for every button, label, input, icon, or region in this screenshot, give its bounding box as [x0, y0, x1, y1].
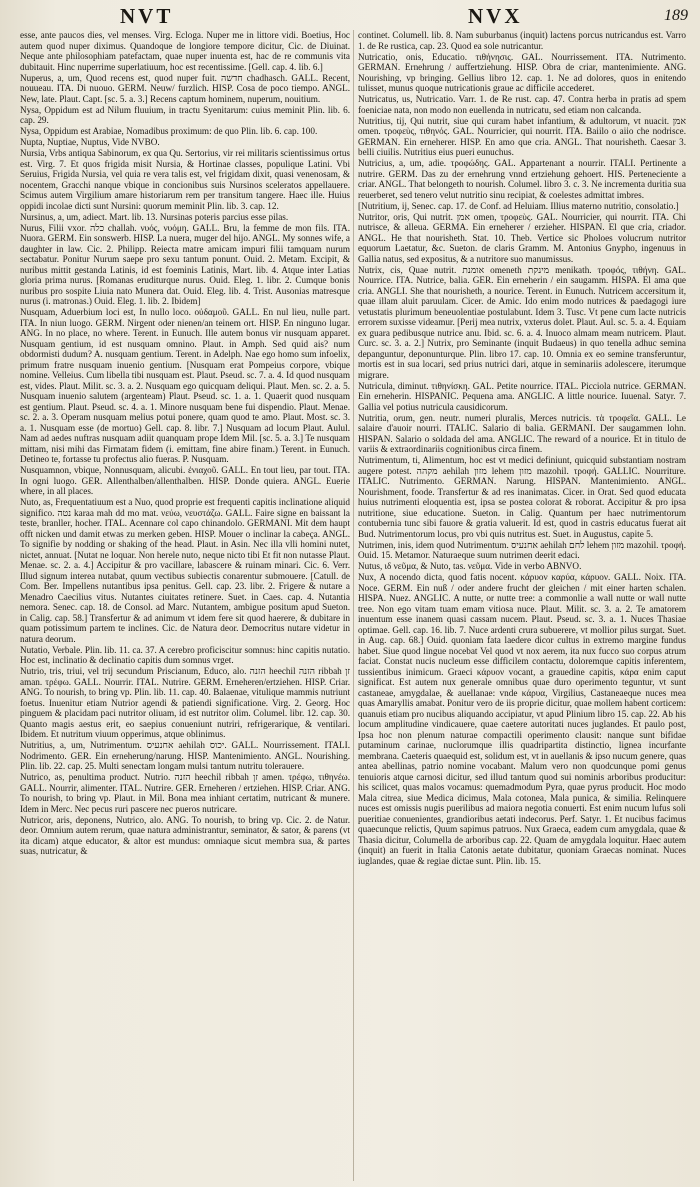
dictionary-entry: [Nutritium, ij, Senec. cap. 17. de Conf. ad Heluiam. Illius materno nutritio, consolatio.]: [358, 200, 679, 211]
dictionary-entry: Nutus, ιδ νεῦμα, & Nuto, tas. νεῦμα. Vide in verbo ABNVO.: [358, 561, 582, 571]
dictionary-entry: continet. Columell. lib. 8. Nam suburbanus (inquit) lactens porcus nutricandus est. Varro 1. de Re rustica, cap. 23. Quod ea sole nutricantur.: [358, 30, 686, 51]
dictionary-entry: Nuperus, a, um, Quod recens est, quod nuper fuit. חדשה chadhasch. GALL. Recent, nouueau. ITA. Di nuouo. GERM. Neuw/ furzlich. HISP. Cosa de poco tiempo. ANGL. New, late. Plaut. Capt. [sc. 5. a. 3.] Recens captum hominem, nuperum, nouitium.: [20, 72, 350, 104]
dictionary-entry: Nusquam, Aduerbium loci est, In nullo loco. οὐδαμοῦ. GALL. En nul lieu, nulle part. ITA. In niun luogo. GERM. Nirgent oder nienen/an teinem ort. HISP. En ninguno lugar. ANG. In no place, no where. Terent. in Eunuch. Ille autem bonus vir nusquam apparet. Nusquam gentium, id est nusquam omnino. Plaut. in Amph. Sed quid ais? num obdormisti dudum? A. nusquam gentium. Terent. in Adelph. Nae ego homo sum infoelix, primum fratre nusquam inuenio gentium. [Nusquam erat Pompeius corpore, vbique nomine. Velleius. Cum libella tibi nusquam est. Plaut. Pseud. sc. 7. a. 4. Id quod nusquam est, vides. Plaut. Milit. sc. 3. a. 2. Nusquam ego quicquam deliqui. Plaut. Men. sc. 2. a. 5. Nusquam inuenio salutem (argenteam) Plaut. Pseud. sc. 1. a. 1. Quaerit quod nusquam est gentium. Plaut. Pseud. sc. 4. a. 1. Minore nusquam bene fui dispendio. Plaut. Menae. sc. 2. a. 3. Operam nusquam melius potui ponere, quam quod te amo. Plaut. Most. sc. 3. a. 1. Nusquam esse (de mortuo) Gell. cap. 8. libr. 7.] Nusquam ad locum Plaut. Aulul. Nam ad aedes nuftras nusquam adiit quanquam prope Idem Mil. [sc. 5. a. 3.] Te nusquam mittam, nisi mihi das Firmatam fidem (i. emittam, fine abire finam.) Terent. in Eunuch. Detineo te, fortasse tu profectus alio fueras. P. Nusquam.: [20, 307, 350, 464]
page-header: [0, 4, 700, 28]
dictionary-entry: Nutritius, tij, Qui nutrit, siue qui curam habet infantium, & adultorum, vt nuacit. אמן omen. τροφεὺς, τιθηνός. GAL. Nourricier, qui nourrit. ITA. Baiilo o aiio che nodrisce. GERMAN. Ein erneherer. HISP. En amo que cria. ANGL. That nourisheth. Caesar 3. belli ciuilis. Nutritius eius pueri eunuchus.: [358, 115, 686, 157]
dictionary-entry: Nurus, Filii vxor. כלה challah. νυός, νυόμη. GALL. Bru, la femme de mon fils. ITA. Nuora. GERM. Ein sonswerb. HISP. La nuera, muger del hijo. ANGL. My sonnes wife, a daughter in law. Cic. 2. Philipp. Reiecta matre amicam impuri filii tamquam nurum sectabatur. Ponitur Nurum saepe pro sexu tantum ponunt. Ouid. 2. Metam. Excipit, & nuribus mittit gestanda Latinis, id est foeminis Latinis, Mart. lib. 4. Atque inter Latias gloria prima nurus. [Romanas eruditurque nurus. Ouid. Eleg. 1. libr. 2. Cumque bonis nuribus pro sospite Liuia nato Munera dat. Ouid. Eleg. lib. 4. Trist. Ausonias matresque nurus (i. matronas.) Ouid. Eleg. 1. lib. 2. Ibidem]: [20, 222, 350, 306]
dictionary-entry: Nursinus, a, um, adiect. Mart. lib. 13. Nursinas poteris parcius esse pilas.: [20, 211, 289, 222]
dictionary-entry: Nutrico, as, penultima product. Nutrio. הזנה heechil ribbah זן amen. τρέφω, τιθηνέω. GALL. Nourrir, alimenter. ITAL. Nutrire. GER. Erneheren / ertziehen. HISP. Criar. ANG. To nourish, to bring vp. Plaut. in Mil. Bona mea inhiant certatim, nutricant & munere. Idem in Merc. Nec pecus ruri pascere nec pueros nutricare.: [20, 772, 350, 814]
dictionary-entry: Nutricatio, onis, Educatio. τιθήνησις. GAL. Nourrissement. ITA. Nutrimento. GERMAN. Ernehrung / auffertziehung. HISP. Obra de criar, mantenimiente. ANG. Nourishing, vp bringing. Gellius libro 12. cap. 1. Ne ad dolores, quos in enitendo tulisset, munus quoque nutricationis graue ac difficile accederet.: [358, 51, 686, 93]
dictionary-entry: Nutrio, tris, triui, vel trij secundum Priscianum, Educo, alo. הזנה heechil הזנה ribbah זן aman. τρέφω. GALL. Nourrir. ITAL. Nutrire. GERM. Erneheren/ertziehen. HISP. Criar. ANG. To nourish, to bring vp. Plin. lib. 11. cap. 40. Balaenae, vitulique mammis nutriunt foetus. Inuenitur etiam Nutrior agendi & patiendi significatione. Virg. 2. Georg. Hoc pinguem & placidam paci nutritor oliuam, id est nutritor olim. Columel. libr. 12. cap. 30. Quanto magis aestus erit, eo saepius conueniunt nutriri, refrigerarique, & ventilari. Ibidem. Et nutritum viuum opperimus, atque oblinimus.: [20, 666, 350, 739]
dictionary-entry: esse, ante paucos dies, vel menses. Virg. Ecloga. Nuper me in littore vidi. Boetius, Hoc autem quod nuper diximus. Quandoque de longiore tempore dicitur, Cic. de Diuinat. Neque ante philosophiam patefactam, quae nuper inuenta est, hac de re communis vita dubitauit. Hinc nuperrime superlatiuum, hoc est recentissime. [Gell. cap. 4. lib. 6.]: [20, 30, 350, 72]
dictionary-entry: Nusquamnon, vbique, Nonnusquam, alicubi. ἐνιαχοῦ. GALL. En tout lieu, par tout. ITA. In ogni luogo. GER. Allenthalben/allenthalben. HISP. Donde quiera. ANGL. Euerie where, in all places.: [20, 465, 350, 496]
dictionary-entry: Nutritius, a, um, Nutrimentum. אחנעיס aehilah יכוס. GALL. Nourrissement. ITALI. Nodrimento. GER. Ein erneherung/narung. HISP. Mantenimiento. ANGL. Nourishing. Plin. lib. 22. cap. 25. Multi senectam longam mulsi tantum nutritu tolerauere.: [20, 740, 350, 771]
page-number: 189: [664, 7, 688, 24]
dictionary-entry: Nutrimen, inis, idem quod Nutrimentum. אחנעיס aehilah לחם lehem מזון mazohil. τροφή. Ouid. 15. Metamor. Naturaeque suum nutrimen deerit edaci.: [358, 539, 686, 560]
right-column: [358, 30, 686, 1181]
dictionary-entry: Nutricula, diminut. τιθηνίσκη. GAL. Petite nourrice. ITAL. Picciola nutrice. GERMAN. Ein erneherin. HISPANIC. Pequena ama. ANGLIC. A little nourice. Iuuenal. Satyr. 7. Gallia vel potius nutricula causidicorum.: [358, 380, 686, 412]
running-head-right: NVX: [468, 4, 523, 28]
dictionary-entry: Nutritor, oris, Qui nutrit. אמן omen, τροφεὺς. GAL. Nourricier, qui nourrit. ITA. Chi nutrisce, & alleua. GERMA. Ein erneherer / erzieher. HISPAN. El que cria, criador. ANGL. He that nourisheth. Stat. 10. Theb. Vertice sic Pholoes volucrum nutritor equorum Laetatur, &c. Sueton. de claris Gramm. M. Antonius Gnypho, ingenuus in Gallia natus, sed expositus, & a nutritore suo manumissus.: [358, 211, 686, 264]
left-column: [20, 30, 350, 1181]
column-divider: [353, 30, 354, 1181]
dictionary-entry: Nutatio, Verbale. Plin. lib. 11. ca. 37. A cerebro proficiscitur somnus: hinc capitis nutatio. Hoc est, inclinatio & declinatio capitis dum somnus vrget.: [20, 644, 350, 665]
dictionary-entry: Nutrimentum, ti, Alimentum, hoc est vt medici definiunt, quicquid substantiam nostram augere potest. מקהה aehilah מזון lehem מזון mazohil. τροφή. GALLIC. Nourriture. ITALIC. Nutrimento. GERMAN. Narung. HISPAN. Mantenimiento. ANGL. Nourishment, foode. Transfertur & ad res inanimatas. Cicer. in Orat. Sed quod educata huius nutrimenti eloquentia est, ipsa se postea colorat & roborat. Accipitur & pro ipsa nutritione, siue educatione. Sueton. in Calig. Quantum per haec nutrimentorum contubernia tunc sibi fauore & gratia valuerit. Id est, quod in castris educatus fuerat ait Bud. Nutrimentorum locus, pro vbi quis nutritus est. Suet. in Augustus, capite 5.: [358, 455, 686, 539]
running-head-left: NVT: [120, 4, 174, 28]
dictionary-entry: Nux, A nocendo dicta, quod fatis nocent. κάρυον καρύα, κάρυον. GALL. Noix. ITA. Noce. GERM. Ein nuß / oder andere frucht der gleichen / mit einer harten schalen. HISPA. Nuez. ANGLIC. A nutte, or nutte tree: a commonlie a wall nutte or wall nutte tree. Non ego vitam tuam emam vitiosa nuce. Plaut. Milit. sc. 3. a. 2. Te amatorem inuentum esse inanem quasi cassam nucem. Plaut. Pseud. sc. 3. a. 1. Nuces Thasiae optimae. Gell. cap. 16. lib. 7. Nuce ardenti crura subuerere, vt mollior pilus surgat. Suet. in Aug. cap. 68.] Ouid. quoniam fata laedere dicor cultus in extremo margine fundus habet. Siue quod lingue nocebat Vel quod vt nox aerem, ita nux fucco suo corpus atrum faciat. Constat nucis nucleum esse difficilem contactu, doloremque capitis inferentem, tussientibus inimicum. Graeci κάρυον vocant, a grauedine capitis, κάρα enim caput significat. Est autem nux generale omnibus quae duro operimento teguntur, vt sunt castaneae, amygdalae, & auellanae: vnde κάρυα, Virgilius, Castaneaeque nuces mea quas Amaryllis amabat. Ponitur vero de iis proprie dicitur, quae mollem habent corticem: quanuis etiam pro nucibus aliquando accipiatur, vt apud Plinium libro 15. cap. 22. Ab his locum amplitudine vindicauere, quae caetere autoritati nuces juglandes. Et paulo post, Ipsa hoc non plenum naturae compactili operimento clausit: nanque sunt bifidae putaminum carinae, nuclorumque illis quadripartita distinctio, lignea incurfante membrana. Caeteris quaequid est, solidum est, vt in auellanis & ipso nucum genere, quas antea abellinas, patrio nomine vocabant. Malum vero non quodcunque pomi genus tenuioris atque carnosi dicitur, sed illud tantum quod sui nominis arboribus producitur: his scilicet, quas malos vocamus: quemadmodum Pyra, quae pyrus producit. Hoc modo Mala citrea, siue Medica dicimus, Mala cotonea, Mala punica, & similia. Relinquere nuces est omissis nugis puerilibus ad maiora negotia conuerti. Est enim nucum lufus soli pueritiae conuenientes, grandioribus aetati indecorus. Perf. Satyr. 1. Et nucibus facimus quaecunque relictis, Quum sapimus patruos. Nux Graeca, eadem cum amygdala, quae & Thasia dicitur, Columella de arboribus cap. 22. Quam de amygdala loquitur. Haec autem (inquit) an fuerit in Italia Catonis aetate dubitatur, quoniam Graecas nominat. Nuces iuglandes, quae & regiae dictae sunt. Plin. lib. 15.: [358, 572, 686, 866]
dictionary-entry: Nutrix, cis, Quae nutrit. אומנת omeneth מינקת menikath. τροφός, τιθήνη. GAL. Nourrice. ITA. Nutrice, balia. GER. Ein erneherin / ein saugamm. HISPA. El ama que cria. ANGLI. She that nourisheth, a nourice. Terent. in Eunuch. Nutricem accersitum it, quae illam aluit paruulam. Cicer. de Amic. Ido enim modo nutrices & paedagogi iure vetustatis plurimum beneuolentiae postulabunt. Idem 3. Tusc. Vt pene cum lacte nutricis errorem suxisse videamur. [Perij mea nutrix, vxterus dolet. Plaut. Aul. sc. 5. a. 4. Equiam ex guara pedibusque nutrice anu. Ibid. sc. 6. a. 4. Inuoco almam meam nutricem. Plaut. Curc. sc. 3. a. 2.] Nutrix, pro Seminante (inquit Budaeus) in quo tenella adhuc semina depanguntur, deponunturque. Plin. libro 17. cap. 10. Omnia ex eo semine transferuntur, mortis est in sua locari, sed prius nutrici dari, atque in seminariis adolescere, iterumque migrare.: [358, 264, 686, 380]
dictionary-entry: Nutritia, orum, gen. neutr. numeri pluralis, Merces nutricis. τὰ τροφεῖα. GALL. Le salaire d'auoir nourri. ITALIC. Salario di balia. GERMANI. Der saugammen lohn. HISPAN. Salario o soldada del ama. ANGLIC. The reward of a nourice. Et in titulo de variis & extraordinariis cognitionibus circa finem.: [358, 412, 686, 454]
dictionary-entry: Nutricatus, us, Nutricatio. Varr. 1. de Re rust. cap. 47. Contra herba in pratis ad spem foeniciae nata, non modo non euellenda in nutricatu, sed etiam non calcanda.: [358, 94, 686, 115]
dictionary-entry: Nutricius, a, um, adie. τροφώδης. GAL. Appartenant a nourrir. ITALI. Pertinente a nutrire. GERM. Das zu der ernehrung vnnd ertziehung gehoert. HIS. Perteneciente a criar. ANGL. That belongeth to nourish. Columel. libro 3. c. 3. Ne incrementa duritia sua reuerberet, sed tenero velut nutritio sinu recipiat, & coelestes admittat imbres.: [358, 158, 686, 200]
dictionary-entry: Nysa, Oppidum est Arabiae, Nomadibus proximum: de quo Plin. lib. 6. cap. 100.: [20, 126, 318, 136]
dictionary-entry: Nutricor, aris, deponens, Nutrico, alo. ANG. To nourish, to bring vp. Cic. 2. de Natur. deor. Omnium autem rerum, quae natura administrantur, seminator, & sator, & parens (vt ita dicam) atque educator, & altor est mundus: omniaque sicut membra sua, & partes suas, nutricatur, &: [20, 814, 350, 856]
dictionary-entry: Nupta, Nuptiae, Nuptus, Vide NVBO.: [20, 137, 160, 147]
dictionary-entry: Nysa, Oppidum est ad Nilum fluuium, in tractu Syenitarum: cuius meminit Plin. lib. 6. cap. 29.: [20, 104, 350, 125]
dictionary-entry: Nursia, Vrbs antiqua Sabinorum, ex qua Qu. Sertorius, vir rei militaris scientissimus ortus est. Virg. 7. Et quos frigida misit Nursia, & Hortinae classes, populique Latini. Vbi Seruius, Frigida Nursia, vel quia re vera talis est, vel frigidam dixit, quasi venenosam, & nocentem, Gracchi nanque vbique in concionibus suis Nursinos sceleratos appellauere. Scimus autem Virgilium amare historiarum rem per transitum tangere. Haec ille. Huius oppidi incolae dicti sunt Nursini: quorum meminit Plin. lib. 3. cap. 12.: [20, 148, 350, 211]
dictionary-entry: Nuto, as, Frequentatiuum est a Nuo, quod proprie est frequenti capitis inclinatione aliquid significo. נטה karaa mah dd mo mat. νεύω, νευστάζω. GALL. Faire signe en baissant la teste, branller, hocher. ITAL. Acennare col capo chinandolo. GERMANI. Mit dem haupt offt nicken und damit etwas zu merken geben. HISP. Mouer o inclinar la cabeça. ANGL. To signifie by nodding or shaking of the head. Plaut. in Asin. Nec illa vlli homini nutet, nictet, annuat. [Nutat ne loquar. Non herele nuto, neque nicto tibi Et fit non nutasse Plaut. Menae. sc. 2. a. 4.] Accipitur & pro vacillare, labascere & ruinam minari. Cic. 6. Verr. Illud signum interea nutabat, quum vectibus subiectis conarentur submouere. [Catull. de Com. Ber. Impellens nutantibus ipsa penitus. Gell. cap. 23. libr. 2. Frigere & nutare a Menadro Caecilius vitus. Nutantes ciuitates retinere. Suet. in Caes. cap. 4. Nutantia nemora. Senec. cap. 18. de Consol. ad Marc. Nutantem, ambigue positum apud Sueton. in Calig. cap. 58.] Transfertur & ad animum vt idem fere sit quod haerere, & dubitare in quam potissimum partem te inclines. Cic. de Natura deor. Democritus nutare videtur in natura deorum.: [20, 497, 350, 644]
